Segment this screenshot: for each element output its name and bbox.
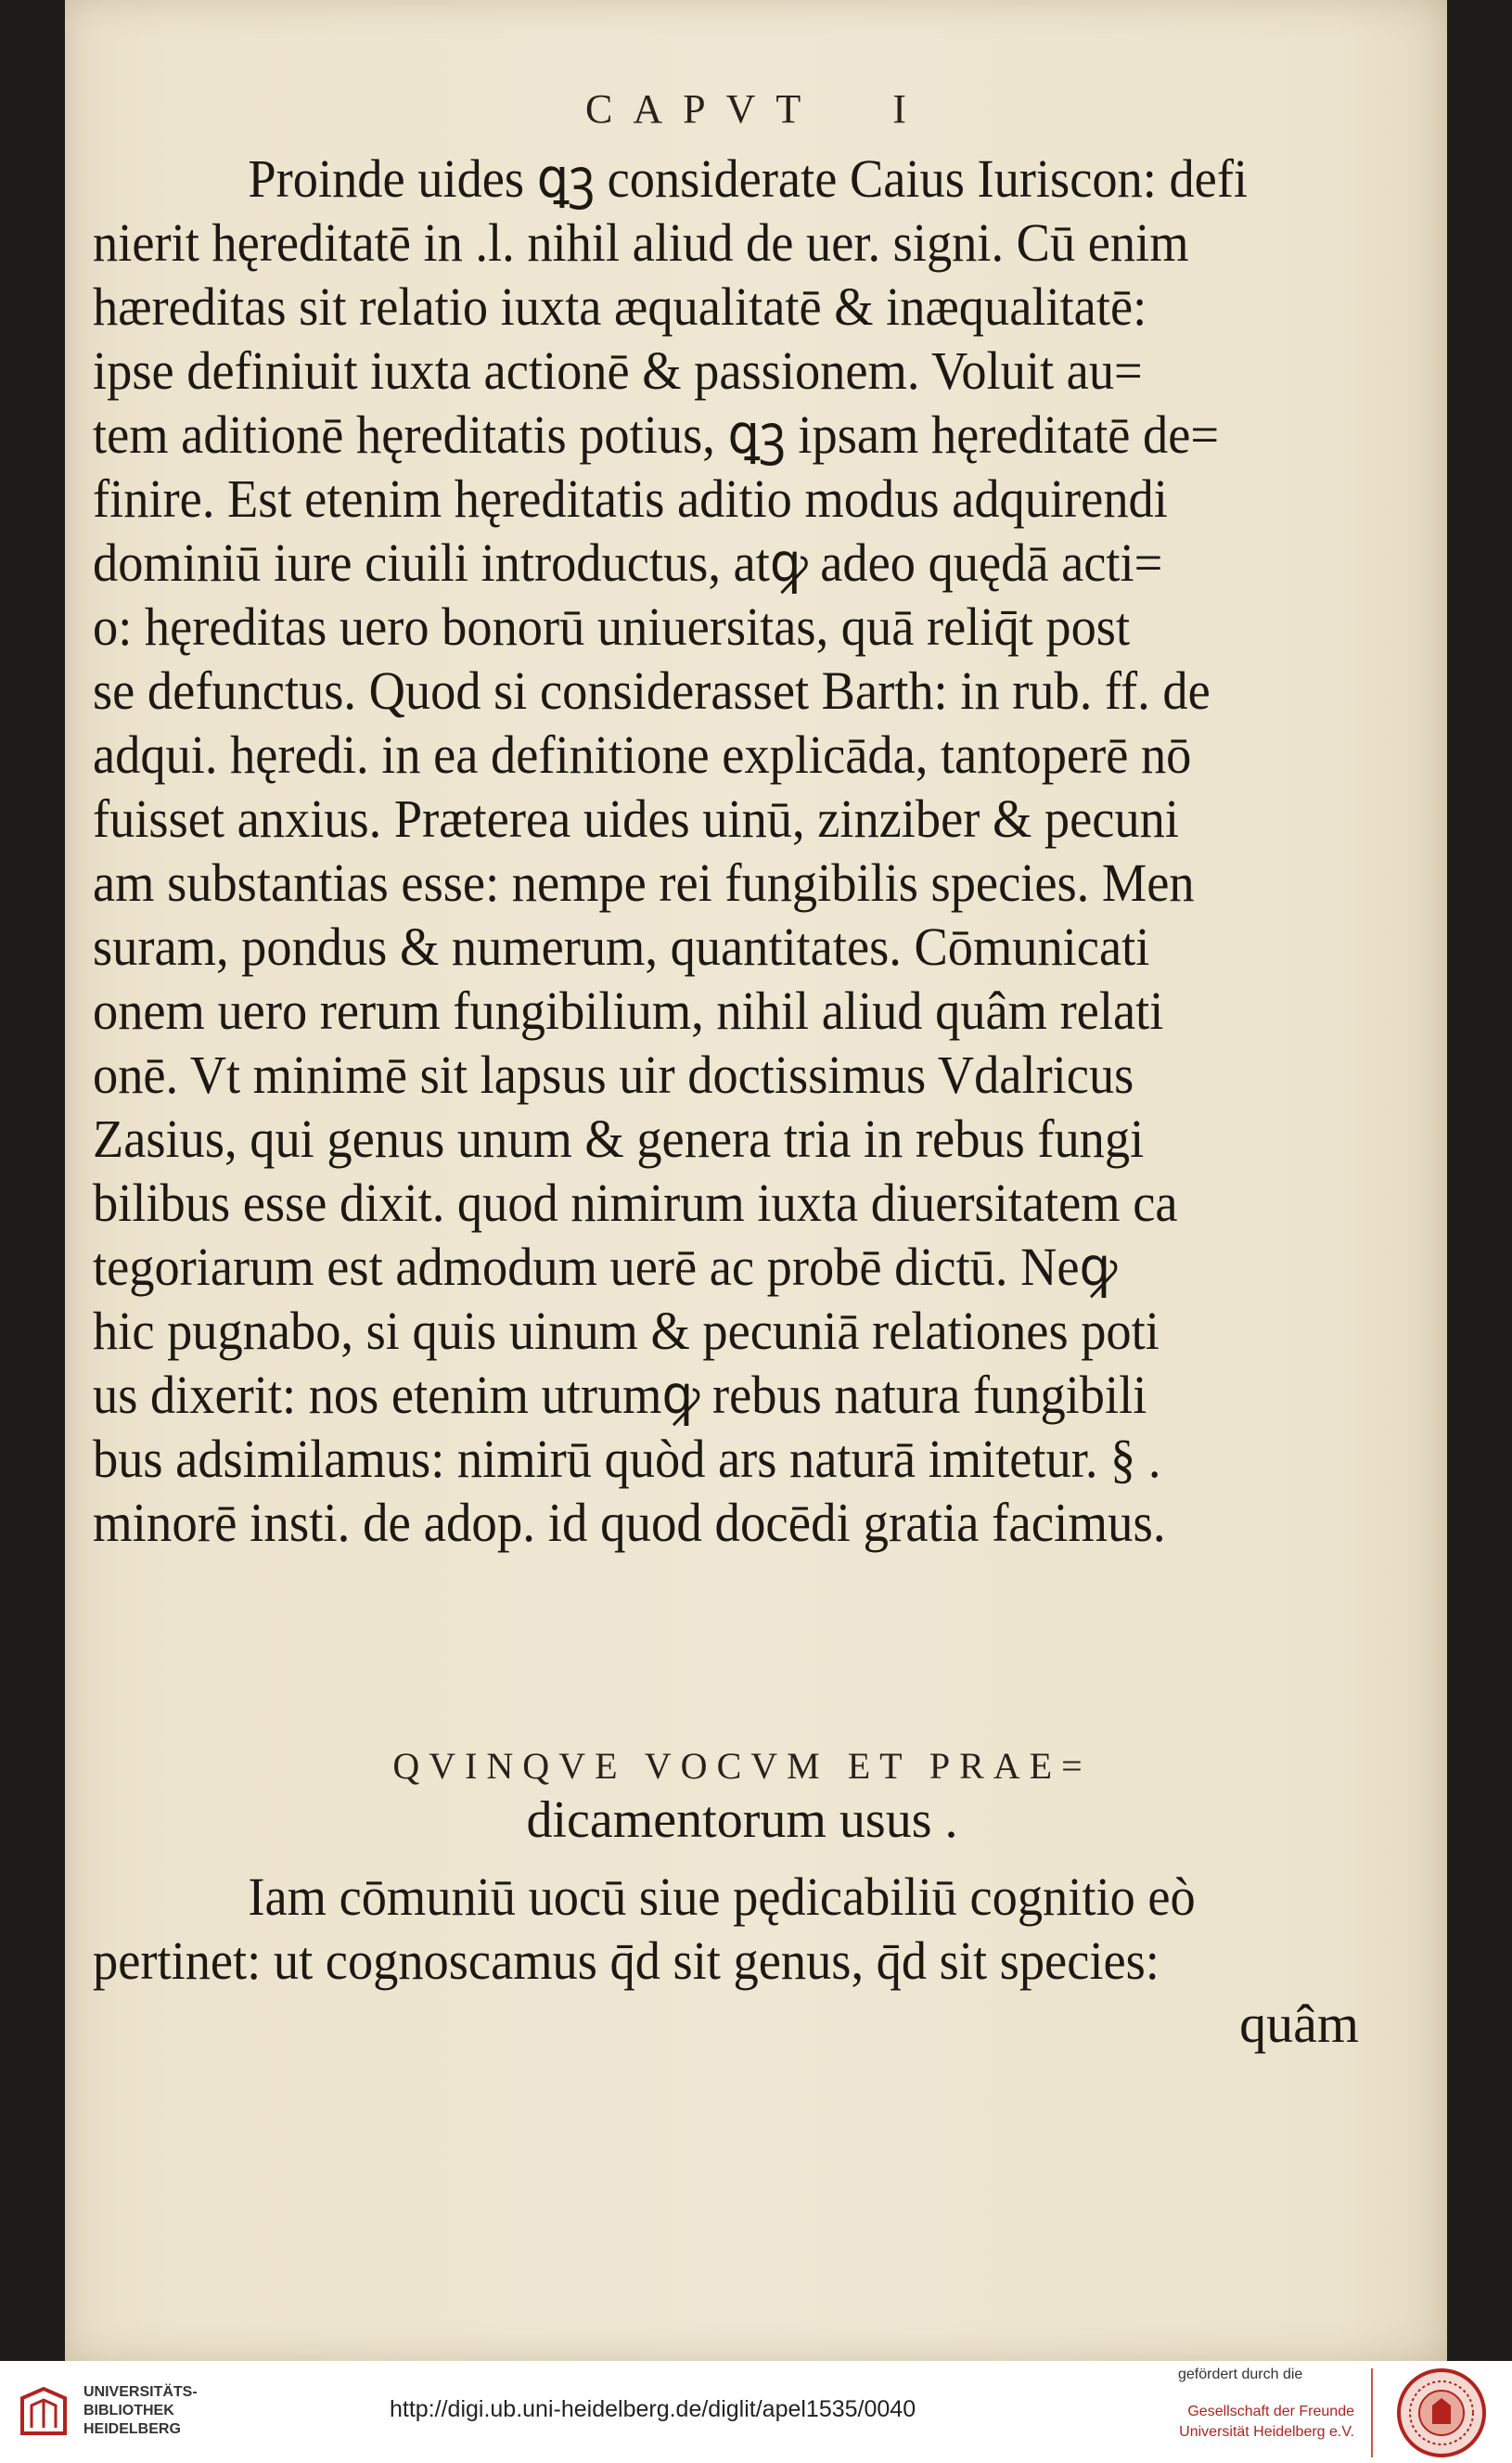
library-name-line: HEIDELBERG	[83, 2421, 181, 2437]
text-line: o: hęreditas uero bonorū uniuersitas, quā reliq̄t post	[93, 597, 1131, 657]
permalink-url[interactable]: http://digi.ub.uni-heidelberg.de/diglit/apel1535/0040	[390, 2396, 916, 2422]
sponsor-label: gefördert durch die	[1178, 2367, 1303, 2382]
library-name-line: BIBLIOTHEK	[83, 2403, 174, 2418]
text-line: Zasius, qui genus unum & genera tria in rebus fungi	[93, 1109, 1145, 1169]
section-heading: QVINQVE VOCVM ET PRAE=	[392, 1745, 1092, 1787]
text-line: se defunctus. Quod si considerasset Barth: in rub. ff. de	[93, 661, 1211, 721]
text-line: tegoriarum est admodum uerē ac probē dictū. Neꝙ	[93, 1237, 1118, 1297]
main-text-block	[93, 147, 1378, 1555]
sponsor-name	[1178, 2402, 1354, 2443]
digitization-footer	[0, 2361, 1512, 2463]
second-text-block	[93, 1865, 1378, 1993]
text-line: adqui. hęredi. in ea definitione explicāda, tantoperē nō	[93, 725, 1192, 785]
text-line: bilibus esse dixit. quod nimirum iuxta diuersitatem ca	[93, 1173, 1178, 1233]
text-line: dominiū iure ciuili introductus, atꝙ adeo quędā acti=	[93, 532, 1163, 593]
text-line: Proinde uides ꝗꝫ considerate Caius Iuriscon: defi	[248, 148, 1249, 209]
text-line: bus adsimilamus: nimirū quòd ars naturā imitetur. § .	[93, 1429, 1161, 1489]
text-line: hic pugnabo, si quis uinum & pecuniā relationes poti	[93, 1301, 1160, 1361]
text-line: Iam cōmuniū uocū siue pędicabiliū cognitio eò	[248, 1866, 1196, 1927]
university-library-seal-icon	[13, 2381, 74, 2443]
text-line: tem aditionē hęreditatis potius, ꝗꝫ ipsam hęreditatē de=	[93, 404, 1220, 465]
running-head	[65, 85, 1447, 133]
text-line: hæreditas sit relatio iuxta æqualitatē & inæqualitatē:	[93, 276, 1147, 337]
sponsor-name-line: Universität Heidelberg e.V.	[1179, 2424, 1354, 2440]
sponsor-name-line: Gesellschaft der Freunde	[1187, 2404, 1354, 2419]
running-head-title: CAPVT	[585, 86, 822, 132]
sponsor-divider	[1371, 2368, 1373, 2457]
library-name-line: UNIVERSITÄTS-	[83, 2384, 198, 2400]
text-line: suram, pondus & numerum, quantitates. Cōmunicati	[93, 917, 1150, 977]
library-name	[83, 2383, 198, 2439]
text-line: us dixerit: nos etenim utrumꝙ rebus natura fungibili	[93, 1365, 1147, 1425]
text-line: ipse definiuit iuxta actionē & passionem. Voluit au=	[93, 340, 1143, 401]
book-page	[65, 0, 1447, 2361]
text-line: onem uero rerum fungibilium, nihil aliud quâm relati	[93, 981, 1164, 1041]
heidelberg-university-seal-icon	[1395, 2367, 1488, 2459]
text-line: nierit hęreditatē in .l. nihil aliud de uer. signi. Cū enim	[93, 212, 1189, 273]
text-line: pertinet: ut cognoscamus q̄d sit genus, q̄d sit species:	[93, 1931, 1160, 1991]
catchword: quâm	[1239, 1994, 1359, 2054]
text-line: finire. Est etenim hęreditatis aditio modus adquirendi	[93, 468, 1168, 529]
running-head-chapter: I	[892, 86, 927, 132]
text-line: minorē insti. de adop. id quod docēdi gratia facimus.	[93, 1492, 1166, 1553]
text-line: onē. Vt minimē sit lapsus uir doctissimus Vdalricus	[93, 1045, 1134, 1105]
text-line: fuisset anxius. Præterea uides uinū, zinziber & pecuni	[93, 789, 1179, 849]
text-line: am substantias esse: nempe rei fungibilis species. Men	[93, 853, 1195, 913]
section-heading-continuation: dicamentorum usus .	[526, 1791, 958, 1849]
